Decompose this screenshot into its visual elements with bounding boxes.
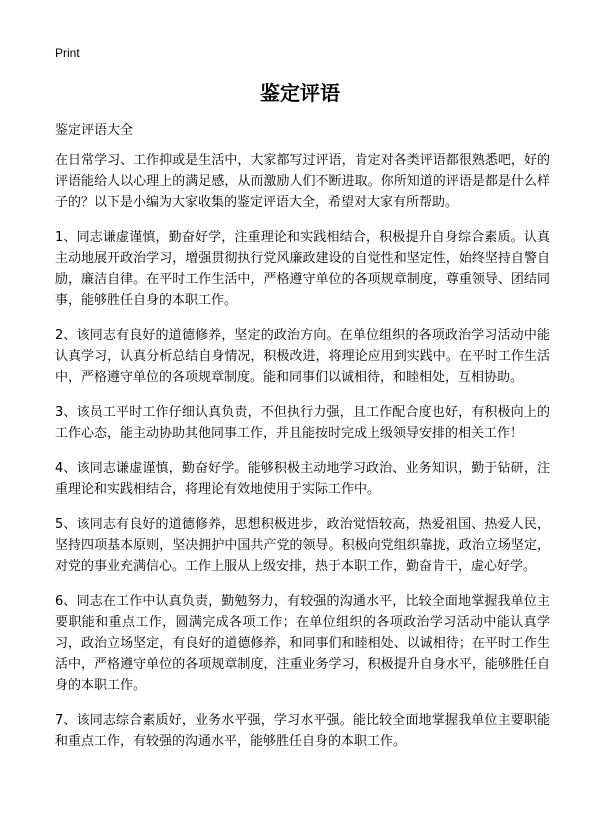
intro-paragraph: 在日常学习、工作抑或是生活中，大家都写过评语，肯定对各类评语都很熟悉吧，好的评语能给人以心理上的满足感，从而激励人们不断进取。你所知道的评语是都是什么样子的？以下是小编为大家收集的鉴定评语大全，希望对大家有所帮助。 bbox=[55, 153, 550, 210]
appraisal-paragraph-4: 4、该同志谦虚谨慎，勤奋好学。能够积极主动地学习政治、业务知识，勤于钻研，注重理论和实践相结合，将理论有效地使用于实际工作中。 bbox=[55, 461, 550, 497]
print-link[interactable]: Print bbox=[55, 46, 80, 60]
appraisal-paragraph-7: 7、该同志综合素质好，业务水平强，学习水平强。能比较全面地掌握我单位主要职能和重点工作，有较强的沟通水平，能够胜任自身的本职工作。 bbox=[55, 713, 550, 749]
appraisal-paragraph-1: 1、同志谦虚谨慎，勤奋好学，注重理论和实践相结合，积极提升自身综合素质。认真主动地展开政治学习，增强贯彻执行党风廉政建设的自觉性和坚定性，始终坚持自警自励，廉洁自律。在平时工作生活中，严格遵守单位的各项规章制度，尊重领导、团结同事，能够胜任自身的本职工作。 bbox=[55, 230, 550, 308]
page-title: 鉴定评语 bbox=[260, 81, 340, 105]
appraisal-paragraph-5: 5、该同志有良好的道德修养，思想积极进步，政治觉悟较高，热爱祖国、热爱人民，坚持四项基本原则，坚决拥护中国共产党的领导。积极向党组织靠拢，政治立场坚定，对党的事业充满信心。工作上服从上级安排，热于本职工作，勤奋肯干，虚心好学。 bbox=[55, 517, 550, 574]
appraisal-paragraph-6: 6、同志在工作中认真负责，勤勉努力，有较强的沟通水平，比较全面地掌握我单位主要职能和重点工作，圆满完成各项工作；在单位组织的各项政治学习活动中能认真学习，政治立场坚定，有良好的道德修养，和同事们和睦相处、以诚相待；在平时工作生活中，严格遵守单位的各项规章制度，注重业务学习，积极提升自身水平，能够胜任自身的本职工作。 bbox=[55, 594, 550, 693]
appraisal-paragraph-2: 2、该同志有良好的道德修养，坚定的政治方向。在单位组织的各项政治学习活动中能认真学习，认真分析总结自身情况，积极改进，将理论应用到实践中。在平时工作生活中，严格遵守单位的各项规章制度。能和同事们以诚相待，和睦相处，互相协助。 bbox=[55, 328, 550, 385]
article-body bbox=[55, 150, 550, 766]
appraisal-paragraph-3: 3、该员工平时工作仔细认真负责，不但执行力强，且工作配合度也好，有积极向上的工作心态，能主动协助其他同事工作，并且能按时完成上级领导安排的相关工作！ bbox=[55, 405, 550, 441]
page-subtitle: 鉴定评语大全 bbox=[55, 123, 134, 138]
